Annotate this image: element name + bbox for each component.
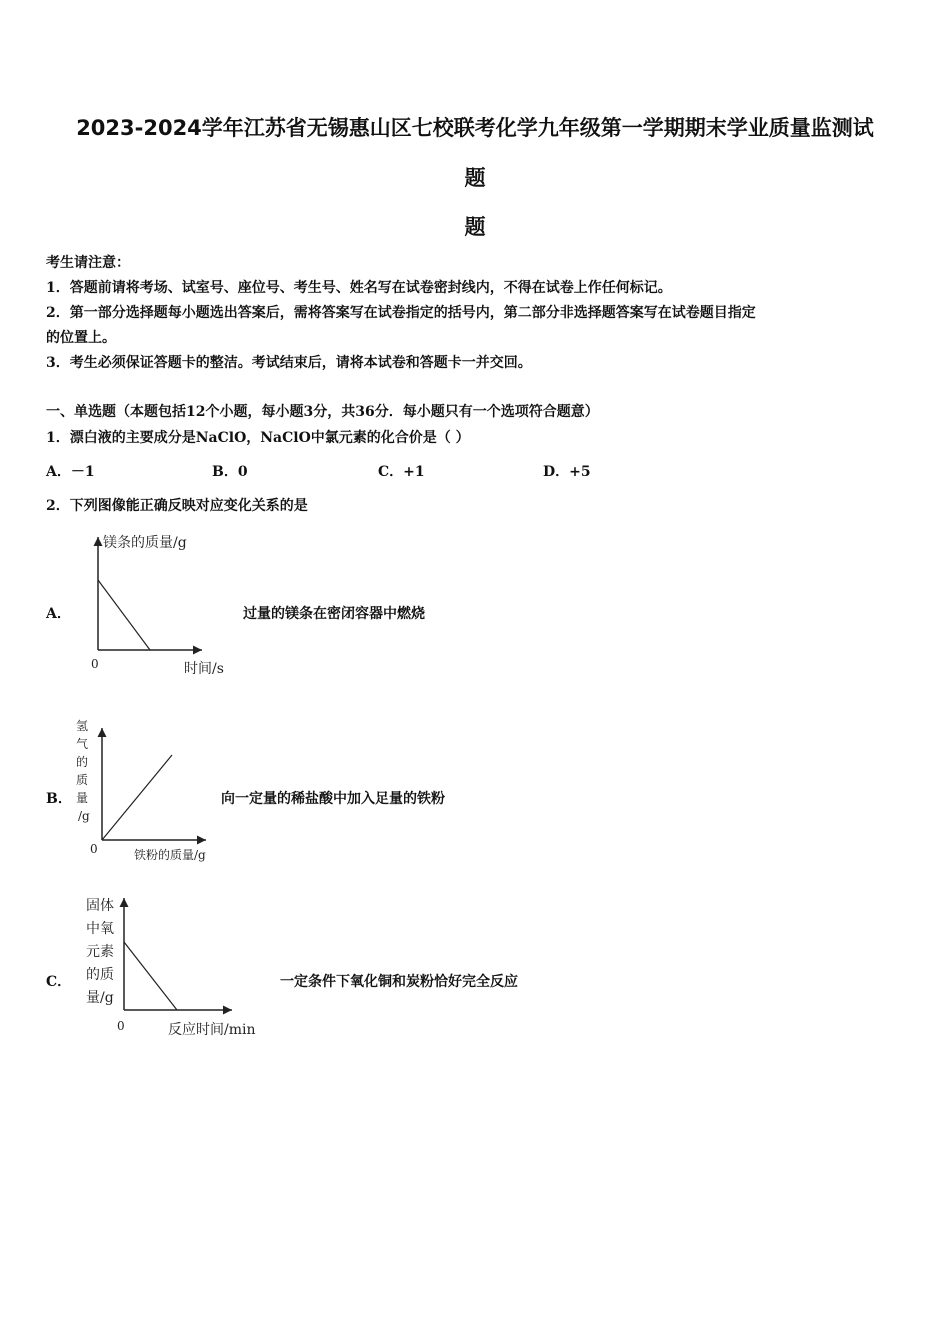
q2-option-a-label: A． bbox=[46, 606, 71, 622]
notice-item-3: 3．考生必须保证答题卡的整洁。考试结束后，请将本试卷和答题卡一并交回。 bbox=[46, 355, 532, 371]
exam-title-line1: 2023-2024学年江苏省无锡惠山区七校联考化学九年级第一学期期末学业质量监测试 bbox=[76, 116, 874, 140]
q2-graph-a bbox=[80, 525, 260, 685]
exam-title-line3: 题 bbox=[464, 215, 486, 239]
graph-b-ylabel-5: 量 bbox=[76, 791, 89, 805]
graph-c-ylabel-4: 的质 bbox=[86, 967, 114, 983]
q1-stem: 1．漂白液的主要成分是NaClO，NaClO中氯元素的化合价是（ ） bbox=[46, 430, 470, 446]
graph-c-ylabel-2: 中氧 bbox=[86, 921, 114, 937]
q2-graph-c bbox=[82, 890, 282, 1045]
graph-c-ylabel-1: 固体 bbox=[86, 898, 114, 914]
graph-b-origin: 0 bbox=[90, 842, 98, 856]
graph-c-origin: 0 bbox=[117, 1019, 125, 1033]
q2-option-b-label: B． bbox=[46, 791, 72, 807]
graph-c-ylabel-5: 量/g bbox=[86, 990, 114, 1006]
section1-heading: 一、单选题（本题包括12个小题，每小题3分，共36分．每小题只有一个选项符合题意） bbox=[46, 404, 599, 420]
notice-item-1: 1．答题前请将考场、试室号、座位号、考生号、姓名写在试卷密封线内，不得在试卷上作任何标记。 bbox=[46, 280, 672, 296]
notice-heading: 考生请注意： bbox=[46, 255, 130, 271]
graph-b-ylabel-4: 质 bbox=[76, 773, 89, 787]
notice-item-2: 2．第一部分选择题每小题选出答案后，需将答案写在试卷指定的括号内，第二部分非选择题答案写在试卷题目指定 bbox=[46, 305, 756, 321]
graph-a-ylabel: 镁条的质量/g bbox=[103, 535, 187, 551]
q2-option-c-desc: 一定条件下氧化铜和炭粉恰好完全反应 bbox=[280, 974, 518, 990]
graph-c-ylabel-3: 元素 bbox=[86, 944, 114, 960]
q2-option-c-label: C． bbox=[46, 974, 72, 990]
q2-graph-b bbox=[70, 710, 230, 870]
q1-option-c: C．+1 bbox=[378, 464, 425, 480]
graph-b-ylabel-3: 的 bbox=[76, 755, 89, 769]
exam-title-line2: 题 bbox=[464, 166, 486, 190]
q2-option-b-desc: 向一定量的稀盐酸中加入足量的铁粉 bbox=[221, 791, 445, 807]
graph-a-origin: 0 bbox=[91, 657, 99, 671]
q2-option-a-desc: 过量的镁条在密闭容器中燃烧 bbox=[243, 606, 425, 622]
graph-a-xlabel: 时间/s bbox=[184, 661, 224, 677]
q1-option-b: B．0 bbox=[212, 464, 248, 480]
notice-item-2-cont: 的位置上。 bbox=[46, 330, 116, 346]
graph-b-curve bbox=[102, 755, 172, 840]
q1-option-d: D．+5 bbox=[543, 464, 591, 480]
graph-b-ylabel-2: 气 bbox=[76, 737, 89, 751]
q2-stem: 2．下列图像能正确反映对应变化关系的是 bbox=[46, 498, 308, 514]
graph-c-curve bbox=[124, 942, 177, 1010]
graph-b-ylabel-6: /g bbox=[78, 809, 90, 823]
graph-b-ylabel-1: 氢 bbox=[76, 719, 89, 733]
graph-b-xlabel: 铁粉的质量/g bbox=[134, 848, 206, 862]
graph-a-curve bbox=[98, 580, 150, 650]
q1-option-a: A．－1 bbox=[46, 464, 95, 480]
graph-c-xlabel: 反应时间/min bbox=[168, 1022, 256, 1038]
